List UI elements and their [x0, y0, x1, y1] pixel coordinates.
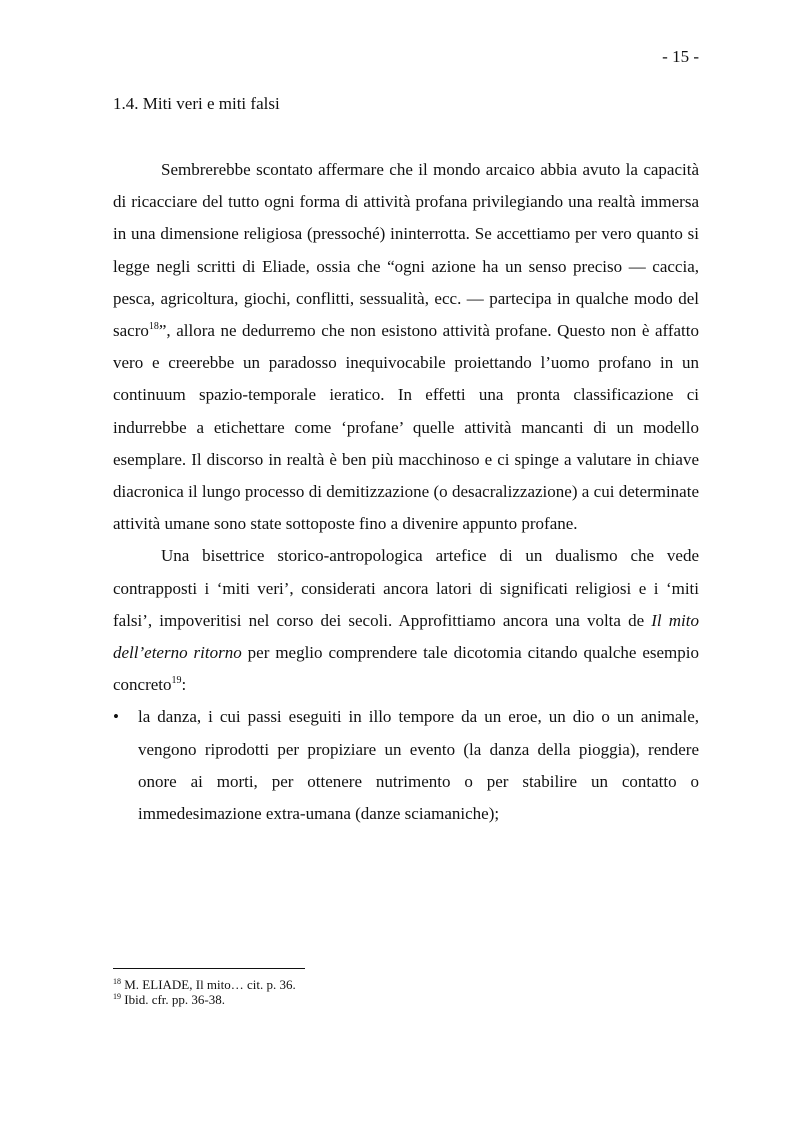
footnote	[113, 977, 699, 992]
footnote-number: 19	[113, 992, 121, 1001]
footnote-reference: 19	[171, 675, 182, 687]
footnote-text: M. ELIADE, Il mito… cit. p. 36.	[124, 977, 296, 992]
footnote-reference: 18	[148, 321, 159, 333]
paragraph	[113, 154, 699, 540]
paragraph-text: ”, allora ne dedurremo che non esistono attività profane. Questo non è affatto vero e creerebbe un paradosso inequivocabile proiettando l’uomo profano in un continuum spazio-temporale ieratico. In effetti una pronta classificazione ci indurrebbe a etichettare come ‘profane’ quelle attività mancanti di un modello esemplare. Il discorso in realtà è ben più macchinoso e ci spinge a valutare in chiave diacronica il lungo processo di demitizzazione (o desacralizzazione) a cui determinate attività umane sono state sottoposte fino a divenire appunto profane.	[113, 321, 699, 534]
list-item-text: la danza, i cui passi eseguiti in illo tempore da un eroe, un dio o un animale, vengono riprodotti per propiziare un evento (la danza della pioggia), rendere onore ai morti, per ottenere nutrimento o per stabilire un contatto o immedesimazione extra-umana (danze sciamaniche);	[138, 707, 699, 824]
paragraph-text: per meglio comprendere tale dicotomia citando qualche esempio concreto	[113, 643, 700, 695]
footnote-text: Ibid. cfr. pp. 36-38.	[124, 992, 225, 1007]
paragraph	[113, 540, 699, 701]
page-number: - 15 -	[662, 47, 699, 66]
book-title: Il mito dell’eterno ritorno	[113, 610, 700, 663]
paragraph-text: :	[181, 675, 187, 695]
bullet-icon: •	[113, 707, 119, 727]
paragraph-text: Sembrerebbe scontato affermare che il mondo arcaico abbia avuto la capacità di ricacciare del tutto ogni forma di attività profana privilegiando una realtà immersa in una dimensione religiosa (pressoché) ininterrotta. Se accettiamo per vero quanto si legge negli scritti di Eliade, ossia che “ogni azione ha un senso preciso — caccia, pesca, agricoltura, giochi, conflitti, sessualità, ecc. — partecipa in qualche modo del sacro	[113, 160, 699, 341]
footnote-divider	[113, 968, 305, 969]
footnote	[113, 992, 699, 1007]
paragraph-text: Una bisettrice storico-antropologica artefice di un dualismo che vede contrapposti i ‘miti veri’, considerati ancora latori di significati religiosi e i ‘miti falsi’, impoveritisi nel corso dei secoli. Approfittiamo ancora una volta de	[113, 546, 699, 630]
body-text	[113, 154, 699, 830]
section-heading: 1.4. Miti veri e miti falsi	[113, 94, 280, 113]
list-item	[113, 701, 699, 830]
bullet-list	[113, 701, 699, 830]
footnotes	[113, 977, 699, 1007]
footnote-number: 18	[113, 977, 121, 986]
